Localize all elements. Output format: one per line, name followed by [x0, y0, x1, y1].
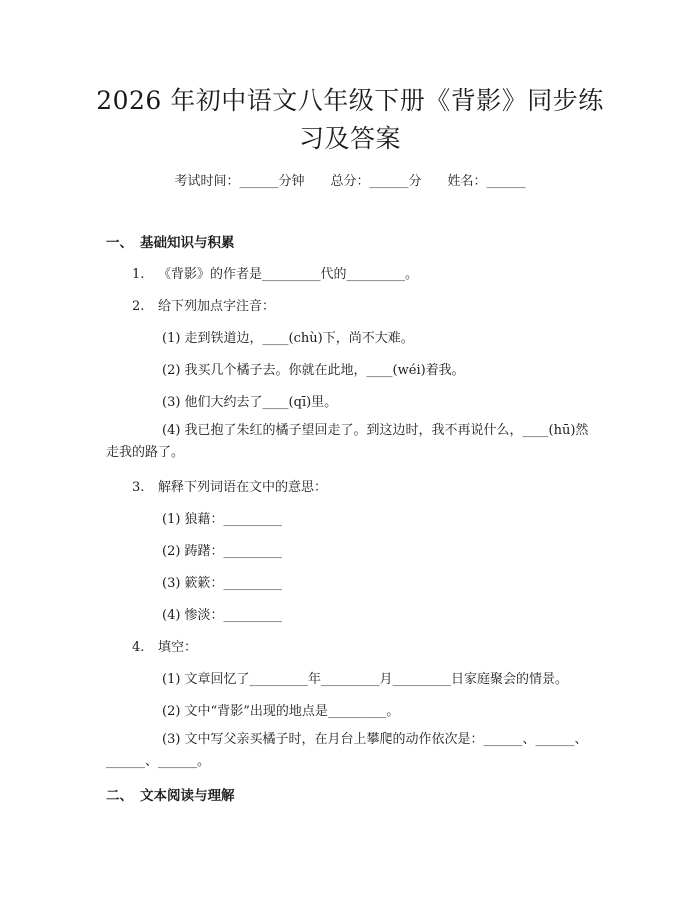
- title-line-2: 习及答案: [298, 124, 401, 153]
- question-4-item-2: (2) 文中“背影”出现的地点是_________。: [162, 704, 400, 719]
- question-1: [132, 263, 418, 282]
- question-text: 填空：: [158, 640, 198, 655]
- question-4-item-1: (1) 文章回忆了_________年_________月_________日家庭聚会的情景。: [162, 672, 569, 687]
- question-3-item-4: (4) 惨淡：_________: [162, 608, 283, 623]
- question-2-item-1: (1) 走到铁道边，____(chù)下，尚不大难。: [162, 331, 414, 346]
- exam-meta: [0, 170, 700, 189]
- section-title: 基础知识与积累: [140, 235, 235, 251]
- question-4: [132, 636, 197, 655]
- question-number: 4.: [132, 640, 145, 655]
- question-3-item-2: (2) 踌躇：_________: [162, 544, 283, 559]
- section-title: 文本阅读与理解: [140, 788, 235, 804]
- question-number: 1.: [132, 267, 145, 282]
- exam-score: 总分：______分: [330, 174, 422, 189]
- question-2: [132, 295, 275, 314]
- question-4-item-3: (3) 文中写父亲买橘子时，在月台上攀爬的动作依次是：______、______、______、______。: [106, 732, 588, 769]
- exam-time: 考试时间：______分钟: [174, 174, 305, 189]
- question-3-item-3: (3) 簌簌：_________: [162, 576, 283, 591]
- question-text: 给下列加点字注音：: [158, 299, 276, 314]
- title-line-1: 2026 年初中语文八年级下册《背影》同步练: [96, 86, 604, 115]
- question-text: 《背影》的作者是_________代的_________。: [158, 267, 419, 282]
- question-2-item-4: (4) 我已抱了朱红的橘子望回走了。到这边时，我不再说什么，____(hū)然走我的路了。: [106, 423, 589, 460]
- section-heading-2: [106, 784, 235, 804]
- student-name: 姓名：______: [447, 174, 526, 189]
- question-2-item-3: (3) 他们大约去了____(qī)里。: [162, 395, 338, 410]
- question-number: 2.: [132, 299, 145, 314]
- section-heading-1: [106, 231, 235, 251]
- question-3: [132, 476, 327, 495]
- question-2-item-2: (2) 我买几个橘子去。你就在此地，____(wéi)着我。: [162, 363, 465, 378]
- question-number: 3.: [132, 480, 145, 495]
- document-title: [90, 82, 610, 158]
- question-3-item-1: (1) 狼藉：_________: [162, 512, 283, 527]
- question-text: 解释下列词语在文中的意思：: [158, 480, 328, 495]
- section-number: 一、: [106, 235, 133, 251]
- section-number: 二、: [106, 788, 133, 804]
